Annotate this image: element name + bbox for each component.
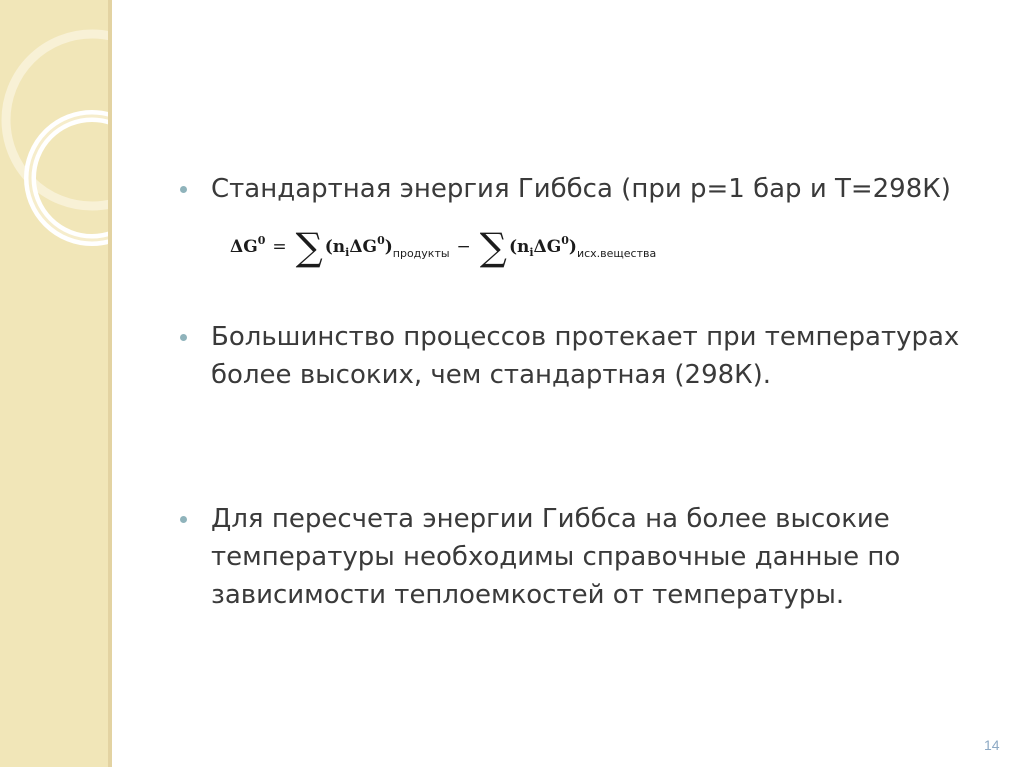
- formula-term-sup: 0: [377, 233, 385, 247]
- formula-equals: =: [272, 237, 287, 257]
- formula-term-mid: ΔG: [349, 237, 378, 257]
- formula-term-index-2: i: [529, 245, 534, 259]
- formula-lhs: ΔG: [230, 237, 258, 257]
- bullet-dot: [180, 186, 187, 193]
- page-number: 14: [984, 737, 1000, 753]
- decorative-circles: [0, 0, 112, 767]
- formula-term-sup-2: 0: [561, 233, 569, 247]
- formula-term-open: (n: [324, 237, 346, 257]
- bullet-text: Большинство процессов протекает при температурах более высоких, чем стандартная (298К).: [211, 322, 960, 390]
- formula-term-close: ): [384, 237, 393, 257]
- bullet-dot: [180, 516, 187, 523]
- formula-term-close-2: ): [568, 237, 577, 257]
- formula-sum-2: ∑: [479, 225, 507, 269]
- formula-lhs-sup: 0: [257, 233, 266, 247]
- formula-sub-products: продукты: [392, 246, 450, 260]
- formula-term-index: i: [345, 245, 350, 259]
- bullet-text: Стандартная энергия Гиббса (при р=1 бар и Т=298К): [211, 174, 951, 204]
- panel-edge: [108, 0, 112, 767]
- formula-sub-reactants: исх.вещества: [576, 246, 657, 260]
- bullet-dot: [180, 334, 187, 341]
- formula-term-open-2: (n: [508, 237, 530, 257]
- gibbs-formula: [230, 224, 656, 270]
- formula-sum-1: ∑: [295, 225, 323, 269]
- formula-minus: −: [456, 237, 471, 257]
- formula-term-mid-2: ΔG: [533, 237, 562, 257]
- decorative-side-panel: [0, 0, 112, 767]
- bullet-text: Для пересчета энергии Гиббса на более высокие температуры необходимы справочные данные по зависимости теплоемкостей от температуры.: [211, 504, 901, 610]
